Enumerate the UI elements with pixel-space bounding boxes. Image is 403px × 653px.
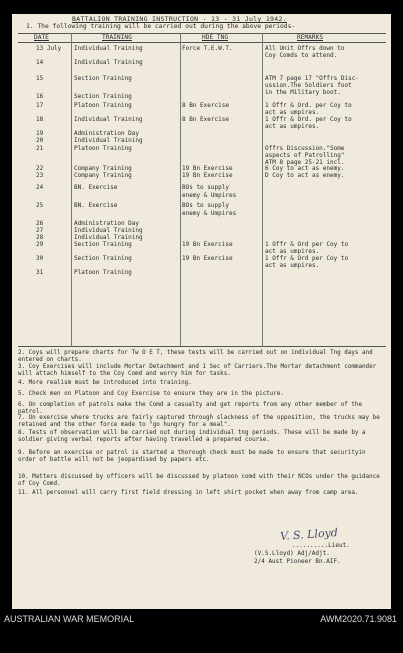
instruction-note: 9. Before an exercise or patrol is started a thorough check must be made to ensure that securityin order of battle will not be jeopardised by papers etc.: [18, 450, 366, 463]
signature-scrawl: V. S. Lloyd: [279, 525, 339, 544]
row-remark-line: ussion.The Soldiers foot: [265, 82, 352, 89]
row-remark-line: 6 Coy to act as enemy.: [265, 165, 345, 172]
row-hde-tng: enemy & Umpires: [182, 192, 237, 199]
row-date: 15: [36, 75, 44, 82]
row-remark-line: act as umpires.: [265, 262, 320, 269]
signature-unit: 2/4 Aust Pioneer Bn.AIF.: [254, 558, 341, 565]
row-training: Platoon Training: [74, 269, 132, 276]
column-divider: [180, 33, 181, 346]
footer-catalog-id: AWM2020.71.9081: [320, 614, 397, 624]
row-hde-tng: BOs to supply: [182, 202, 229, 209]
document-title: BATTALION TRAINING INSTRUCTION - 13 - 31 July 1942.: [72, 15, 287, 23]
row-date: 22: [36, 165, 44, 172]
row-hde-tng: BOs to supply: [182, 184, 229, 191]
header-training: TRAINING: [102, 34, 132, 41]
row-date: 28: [36, 234, 44, 241]
row-training: Company Training: [74, 165, 132, 172]
row-date: 16: [36, 93, 44, 100]
row-date: 21: [36, 145, 44, 152]
row-training: Section Training: [74, 93, 132, 100]
row-training: Individual Training: [74, 45, 143, 52]
row-training: Individual Training: [74, 137, 143, 144]
row-hde-tng: 19 Bn Exercise: [182, 255, 233, 262]
signature-line: ..........Lieut.: [292, 542, 350, 549]
footer-institution: AUSTRALIAN WAR MEMORIAL: [4, 614, 135, 624]
instruction-note: 8. Tests of observation will be carried out during individual tng periods. These will be made by a soldier giving verbal reports after having travelled a prepared course.: [18, 430, 366, 443]
instruction-note: 5. Check men on Platoon and Coy Exercise to ensure they are in the picture.: [18, 391, 284, 397]
row-remark-line: aspects of Patrolling": [265, 152, 345, 159]
row-remark-line: 1 Offr & Ord. per Coy to: [265, 102, 352, 109]
row-training: Individual Training: [74, 234, 143, 241]
row-date: 23: [36, 172, 44, 179]
row-remark-line: Offrs Discussion."Some: [265, 145, 345, 152]
header-rule: [18, 42, 386, 43]
row-remark-line: act as umpires.: [265, 109, 320, 116]
instruction-note: 3. Coy Exercises will include Mortar Detachment and 1 Sec of Carriers.The Mortar detachment commander will attach himself to the Coy Comd and worry him for tasks.: [18, 364, 377, 377]
row-date: 14: [36, 59, 44, 66]
header-remarks: REMARKS: [297, 34, 324, 41]
row-hde-tng: Force T.E.W.T.: [182, 45, 233, 52]
row-training: Administration Day: [74, 130, 140, 137]
row-date: 20: [36, 137, 44, 144]
row-remark-line: 1 Offr & Ord per Coy to: [265, 241, 349, 248]
row-remark-line: ATM 7 page 17 "Offrs Disc-: [265, 75, 359, 82]
column-divider: [71, 33, 72, 346]
row-remark-line: Coy Comds to attend.: [265, 52, 338, 59]
instruction-note: 10. Matters discussed by officers will be discussed by platoon comd with their NCOs under the guidance of Coy Comd.: [18, 474, 380, 487]
row-remark-line: 1 Offr & Ord per Coy to: [265, 255, 349, 262]
row-training: BN. Exercise: [74, 184, 118, 191]
row-date: 29: [36, 241, 44, 248]
row-training: Administration Day: [74, 220, 140, 227]
row-date: 19: [36, 130, 44, 137]
row-training: Individual Training: [74, 227, 143, 234]
row-remark-line: act as umpires.: [265, 248, 320, 255]
row-date: 25: [36, 202, 44, 209]
row-date: 13 July: [36, 45, 62, 52]
document-page: [12, 14, 391, 609]
signature-name: (V.S.Lloyd) Adj/Adjt.: [254, 550, 330, 557]
instruction-note: 2. Coys will prepare charts for Tw O E T, these tests will be carried out on individual Tng days and entered on charts.: [18, 350, 373, 363]
header-hde-tng: HDE TNG: [202, 34, 229, 41]
row-hde-tng: enemy & Umpires: [182, 210, 237, 217]
row-date: 26: [36, 220, 44, 227]
row-training: BN. Exercise: [74, 202, 118, 209]
row-training: Section Training: [74, 241, 132, 248]
row-hde-tng: 19 Bn Exercise: [182, 165, 233, 172]
row-training: Section Training: [74, 255, 132, 262]
row-training: Platoon Training: [74, 145, 132, 152]
row-remark-line: in the Military boot.: [265, 89, 341, 96]
row-hde-tng: 19 Bn Exercise: [182, 172, 233, 179]
row-hde-tng: 8 Bn Exercise: [182, 102, 229, 109]
row-training: Section Training: [74, 75, 132, 82]
row-date: 27: [36, 227, 44, 234]
row-remark-line: 1 Offr & Ord. per Coy to: [265, 116, 352, 123]
instruction-note: 11. All personnel will carry first field dressing in left shirt pocket when away from camp area.: [18, 490, 359, 496]
header-date: DATE: [34, 34, 49, 41]
row-hde-tng: 8 Bn Exercise: [182, 116, 229, 123]
row-date: 18: [36, 116, 44, 123]
row-training: Individual Training: [74, 59, 143, 66]
row-remark-line: D Coy to act as enemy.: [265, 172, 345, 179]
intro-paragraph: 1. The following training will be carried out during the above periods-: [26, 23, 296, 30]
instruction-note: 4. More realism must be introduced into training.: [18, 380, 192, 386]
row-remark-line: ATM 8 page 25-21 incl.: [265, 159, 345, 166]
row-hde-tng: 19 Bn Exercise: [182, 241, 233, 248]
row-date: 24: [36, 184, 44, 191]
row-remark-line: All Unit Offrs down to: [265, 45, 345, 52]
row-date: 31: [36, 269, 44, 276]
row-date: 17: [36, 102, 44, 109]
column-divider: [262, 33, 263, 346]
row-date: 30: [36, 255, 44, 262]
row-training: Platoon Training: [74, 102, 132, 109]
row-training: Company Training: [74, 172, 132, 179]
row-remark-line: act as umpires.: [265, 123, 320, 130]
row-training: Individual Training: [74, 116, 143, 123]
table-bottom-rule: [18, 346, 386, 347]
instruction-note: 6. On completion of patrols make the Comd a casualty and get reports from any other member of the patrol.: [18, 402, 363, 415]
instruction-note: 7. On exercise where trucks are fairly captured through slackness of the opposition, the trucks may be retained and the other force made to "go hungry for a meal".: [18, 415, 380, 428]
